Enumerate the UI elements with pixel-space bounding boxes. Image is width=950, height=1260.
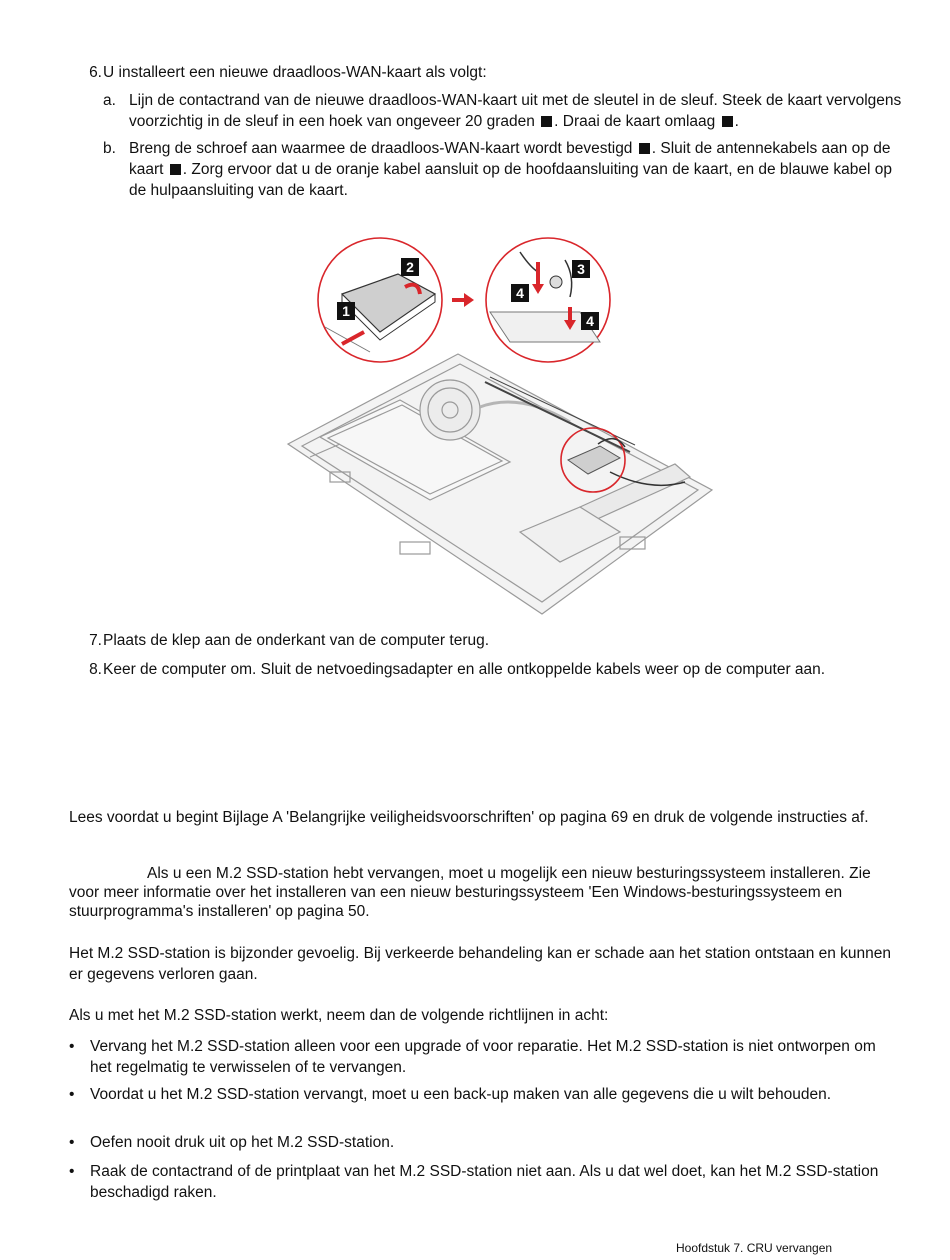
detail-insert-card: [318, 238, 442, 362]
step-6-text: U installeert een nieuwe draadloos-WAN-kaart als volgt:: [103, 64, 487, 81]
bullet-symbol: •: [69, 1038, 75, 1055]
page-footer: Hoofdstuk 7. CRU vervangen: [676, 1241, 833, 1255]
bullet-item: Vervang het M.2 SSD-station alleen voor een upgrade of voor reparatie. Het M.2 SSD-station is niet ontworpen om het regelmatig te verwisselen of te vervangen.: [90, 1038, 876, 1076]
bullet-symbol: •: [69, 1086, 75, 1103]
wwan-card-install-figure: [280, 232, 720, 617]
note-paragraph: Als u een M.2 SSD-station hebt vervangen, moet u mogelijk een nieuw besturingssysteem installeren. Zie voor meer informatie over het installeren van een nieuw besturingssysteem 'Een Windows-besturingssysteem en stuurprogramma's installeren' op pagina 50.: [69, 865, 871, 920]
svg-text:1: 1: [342, 303, 350, 319]
bullet-symbol: •: [69, 1134, 75, 1151]
svg-text:4: 4: [586, 313, 594, 329]
detail-screw-antenna: [486, 238, 610, 362]
bullet-item: Oefen nooit druk uit op het M.2 SSD-station.: [90, 1134, 395, 1151]
intro-paragraph: Lees voordat u begint Bijlage A 'Belangrijke veiligheidsvoorschriften' op pagina 69 en druk de volgende instructies af.: [69, 809, 869, 826]
step-6b-text: Breng de schroef aan waarmee de draadloos-WAN-kaart wordt bevestigd . Sluit de antennekabels aan op de kaart . Zorg ervoor dat u de oranje kabel aansluit op de hoofdaansluiting van de kaart, en de blauwe kabel op de hulpaansluiting van de kaart.: [129, 140, 892, 199]
laptop-base-drawing: [288, 354, 712, 614]
step-6a-letter: a.: [103, 92, 116, 109]
step-8-text: Keer de computer om. Sluit de netvoedingsadapter en alle ontkoppelde kabels weer op de computer aan.: [103, 661, 826, 678]
callout-square-3: [639, 143, 650, 154]
step-7-number: 7.: [89, 632, 102, 649]
guidelines-intro: Als u met het M.2 SSD-station werkt, neem dan de volgende richtlijnen in acht:: [69, 1007, 609, 1024]
callout-square-1: [541, 116, 552, 127]
step-6b-letter: b.: [103, 140, 116, 157]
step-6a-text: Lijn de contactrand van de nieuwe draadloos-WAN-kaart uit met de sleutel in de sleuf. Steek de kaart vervolgens voorzichtig in de sleuf in een hoek van ongeveer 20 graden . Draai de kaart omlaag .: [129, 92, 902, 130]
bullet-item: Raak de contactrand of de printplaat van het M.2 SSD-station niet aan. Als u dat wel doet, kan het M.2 SSD-station beschadigd raken.: [90, 1163, 879, 1201]
svg-text:2: 2: [406, 259, 414, 275]
bullet-symbol: •: [69, 1163, 75, 1180]
step-7-text: Plaats de klep aan de onderkant van de computer terug.: [103, 632, 490, 649]
svg-text:3: 3: [577, 261, 585, 277]
bullet-item: Voordat u het M.2 SSD-station vervangt, moet u een back-up maken van alle gegevens die u wilt behouden.: [90, 1086, 832, 1103]
step-8-number: 8.: [89, 661, 102, 678]
callout-square-4: [170, 164, 181, 175]
callout-square-2: [722, 116, 733, 127]
step-6-number: 6.: [89, 64, 102, 81]
next-step-arrow: [452, 293, 474, 307]
svg-text:4: 4: [516, 285, 524, 301]
caution-paragraph: Het M.2 SSD-station is bijzonder gevoelig. Bij verkeerde behandeling kan er schade aan het station ontstaan en kunnen er gegevens verloren gaan.: [69, 945, 892, 983]
